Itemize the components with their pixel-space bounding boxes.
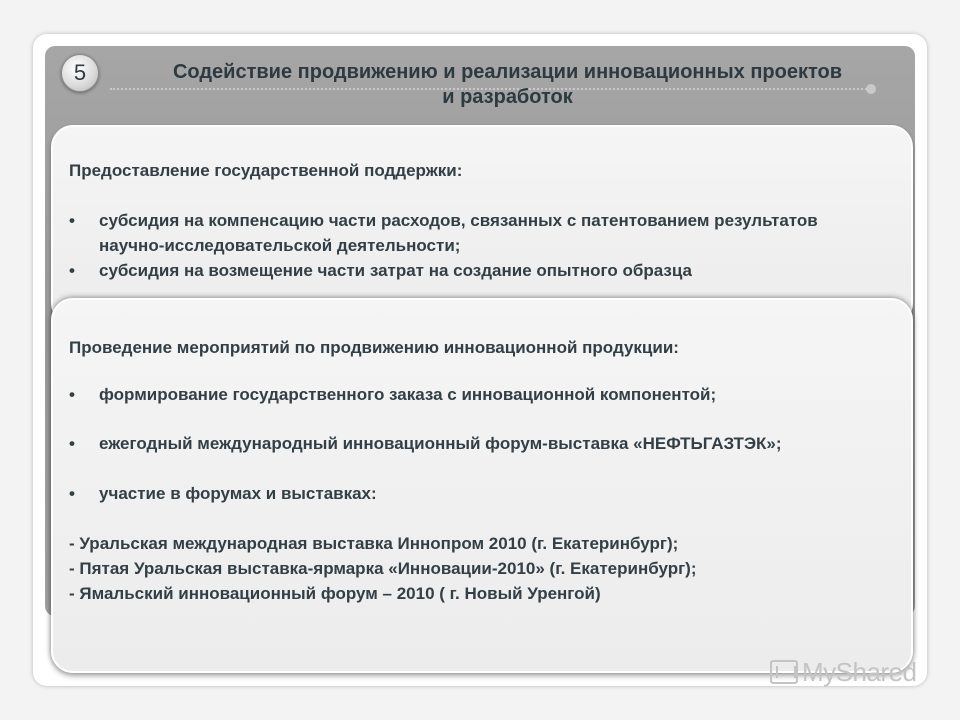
list-item: • участие в форумах и выставках: [69, 481, 869, 506]
slide-title-line1: Содействие продвижению и реализации инновационных проектов [172, 61, 843, 83]
slide-number: 5 [73, 60, 87, 85]
list-item: • формирование государственного заказа с инновационной компонентой; [69, 382, 869, 407]
slide-title [100, 60, 915, 110]
event-item: - Ямальский инновационный форум – 2010 ( г. Новый Уренгой) [69, 584, 601, 603]
state-support-list [69, 208, 849, 283]
slide-title-line2: и разработок [442, 86, 573, 108]
slide-number-badge [61, 54, 99, 92]
state-support-heading: Предоставление государственной поддержки: [69, 161, 463, 180]
events-list [69, 531, 911, 606]
state-support-card [51, 125, 913, 325]
list-item: • субсидия на возмещение части затрат на создание опытного образца [69, 258, 849, 283]
promotion-events-card [51, 298, 913, 673]
event-item: - Пятая Уральская выставка-ярмарка «Инновации-2010» (г. Екатеринбург); [69, 559, 697, 578]
list-item: • ежегодный международный инновационный форум-выставка «НЕФТЬГАЗТЭК»; [69, 431, 799, 456]
promotion-events-heading: Проведение мероприятий по продвижению инновационной продукции: [69, 338, 679, 357]
presentation-board-icon [770, 660, 798, 684]
watermark-text: MyShared [802, 656, 917, 687]
event-item: - Уральская международная выставка Иннопром 2010 (г. Екатеринбург); [69, 534, 679, 553]
promotion-events-list [69, 382, 869, 506]
list-item: • субсидия на компенсацию части расходов, связанных с патентованием результатов научно-исследовательской деятельности; [69, 208, 849, 258]
watermark-logo [770, 656, 917, 688]
